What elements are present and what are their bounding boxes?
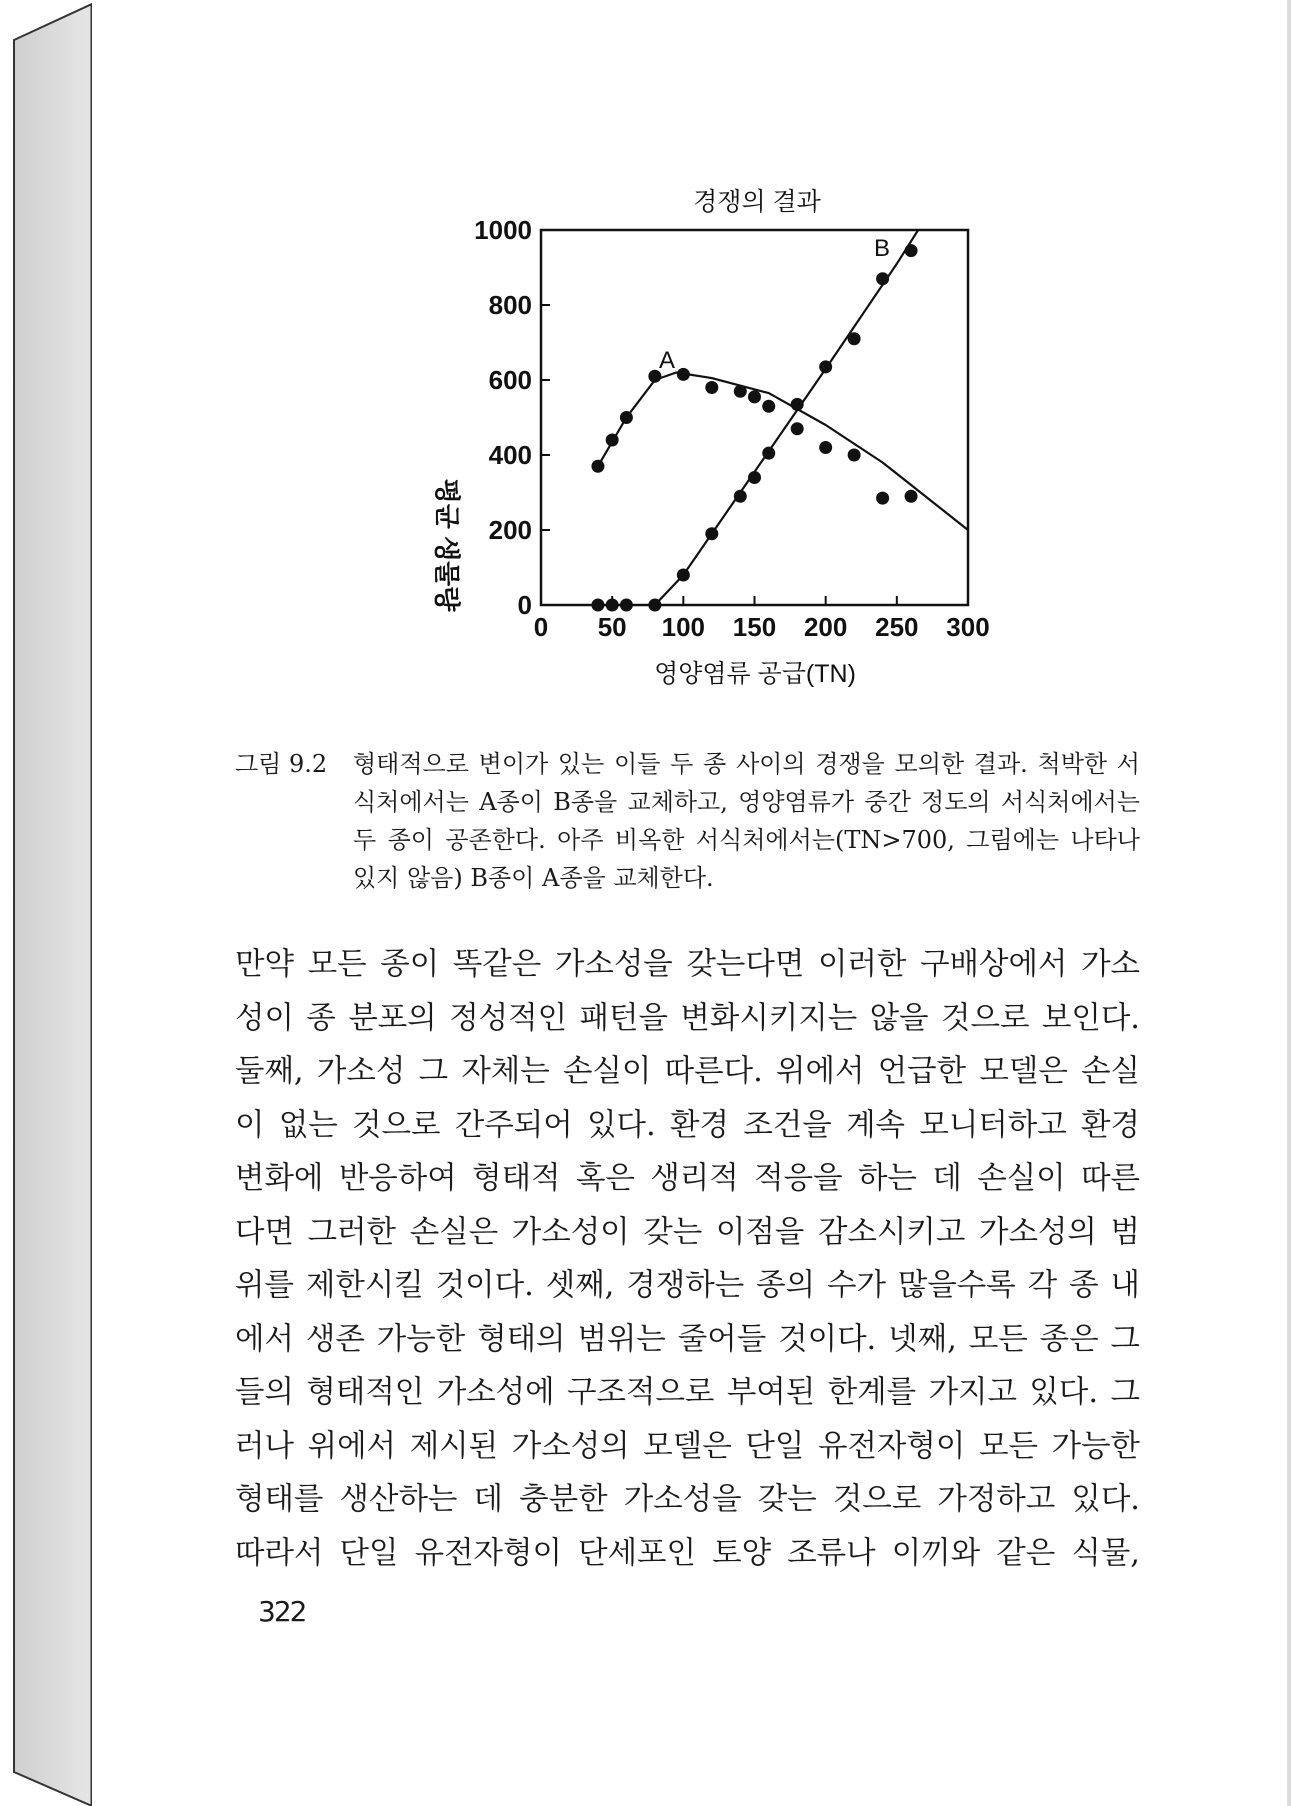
body-line: 변화에 반응하여 형태적 혹은 생리적 적응을 하는 데 손실이 따른 [235, 1161, 1140, 1196]
y-tick-label: 0 [517, 590, 532, 620]
data-point-a [762, 400, 775, 413]
y-tick-label: 400 [488, 440, 532, 470]
body-line: 들의 형태적인 가소성에 구조적으로 부여된 한계를 가지고 있다. 그 [235, 1375, 1140, 1410]
body-line: 둘째, 가소성 그 자체는 손실이 따른다. 위에서 언급한 모델은 손실 [235, 1054, 1140, 1089]
fit-lines [598, 230, 968, 605]
series-label-a: A [658, 347, 676, 374]
data-point-b [762, 447, 775, 460]
x-tick-label: 200 [803, 612, 848, 642]
series-label-b: B [873, 235, 891, 262]
y-tick-label: 800 [488, 290, 532, 320]
data-point-a [848, 449, 861, 462]
body-line: 따라서 단일 유전자형이 단세포인 토양 조류나 이끼와 같은 식물, [235, 1535, 1140, 1571]
data-points [591, 244, 917, 611]
body-line: 위를 제한시킬 것이다. 셋째, 경쟁하는 종의 수가 많을수록 각 종 내 [235, 1268, 1140, 1303]
body-line: 러나 위에서 제시된 가소성의 모델은 단일 유전자형이 모든 가능한 [235, 1428, 1140, 1464]
x-tick-label: 100 [661, 612, 706, 642]
body-line: 성이 종 분포의 정성적인 패턴을 변화시키지는 않을 것으로 보인다. [235, 1000, 1140, 1036]
data-point-a [734, 385, 747, 398]
plot-frame [541, 230, 968, 605]
page-number: 322 [258, 1595, 306, 1628]
caption-text: 형태적으로 변이가 있는 이들 두 종 사이의 경쟁을 모의한 결과. 척박한 서식처에서는 A종이 B종을 교체하고, 영양염류가 중간 정도의 서식처에서는 두 종이 공존한다. 아주 비옥한 서식처에서는(TN>700, 그림에는 나타나 있지 않음) B종이 A종을 교체한다. [353, 750, 1140, 892]
x-axis-label: 영양염류 공급(TN) [654, 660, 856, 688]
body-line: 에서 생존 가능한 형태의 범위는 줄어들 것이다. 넷째, 모든 종은 그 [235, 1321, 1140, 1357]
data-point-b [677, 569, 690, 582]
data-point-a [620, 411, 633, 424]
fit-line-a [598, 373, 968, 531]
data-point-b [791, 398, 804, 411]
data-point-b [734, 490, 747, 503]
spine-face [14, 4, 92, 1806]
data-point-a [905, 490, 918, 503]
fit-line-b [655, 230, 918, 605]
data-point-b [606, 599, 619, 612]
figure-caption [235, 745, 1140, 897]
body-line: 다면 그러한 손실은 가소성이 갖는 이점을 감소시키고 가소성의 범 [235, 1214, 1140, 1250]
data-point-a [748, 390, 761, 403]
data-point-b [705, 527, 718, 540]
x-tick-label: 50 [597, 612, 627, 642]
x-tick-label: 300 [946, 612, 990, 642]
data-point-a [791, 422, 804, 435]
data-point-b [620, 599, 633, 612]
data-point-a [876, 492, 889, 505]
data-point-b [648, 599, 661, 612]
data-point-b [905, 244, 918, 257]
y-axis-label: 평균 생물량 [432, 478, 462, 612]
x-tick-label: 250 [875, 612, 919, 642]
data-point-a [677, 368, 690, 381]
data-point-b [819, 360, 832, 373]
data-point-a [705, 381, 718, 394]
x-tick-label: 150 [732, 612, 777, 642]
y-axis-ticks [474, 215, 550, 620]
data-point-b [848, 332, 861, 345]
data-point-b [748, 471, 761, 484]
body-line: 이 없는 것으로 간주되어 있다. 환경 조건을 계속 모니터하고 환경 [235, 1107, 1140, 1143]
data-point-a [606, 434, 619, 447]
body-line: 만약 모든 종이 똑같은 가소성을 갖는다면 이러한 구배상에서 가소 [235, 947, 1140, 982]
caption-label: 그림 9.2 [235, 750, 328, 778]
chart-title: 경쟁의 결과 [693, 188, 821, 216]
competition-chart [370, 170, 1020, 710]
body-line: 형태를 생산하는 데 충분한 가소성을 갖는 것으로 가정하고 있다. [235, 1482, 1140, 1517]
data-point-a [591, 460, 604, 473]
x-tick-label: 0 [533, 612, 549, 642]
data-point-b [591, 599, 604, 612]
body-paragraph [235, 938, 1140, 1580]
data-point-a [819, 441, 832, 454]
data-point-b [876, 272, 889, 285]
y-tick-label: 200 [488, 515, 532, 545]
y-tick-label: 1000 [474, 215, 532, 245]
y-tick-label: 600 [488, 365, 532, 395]
